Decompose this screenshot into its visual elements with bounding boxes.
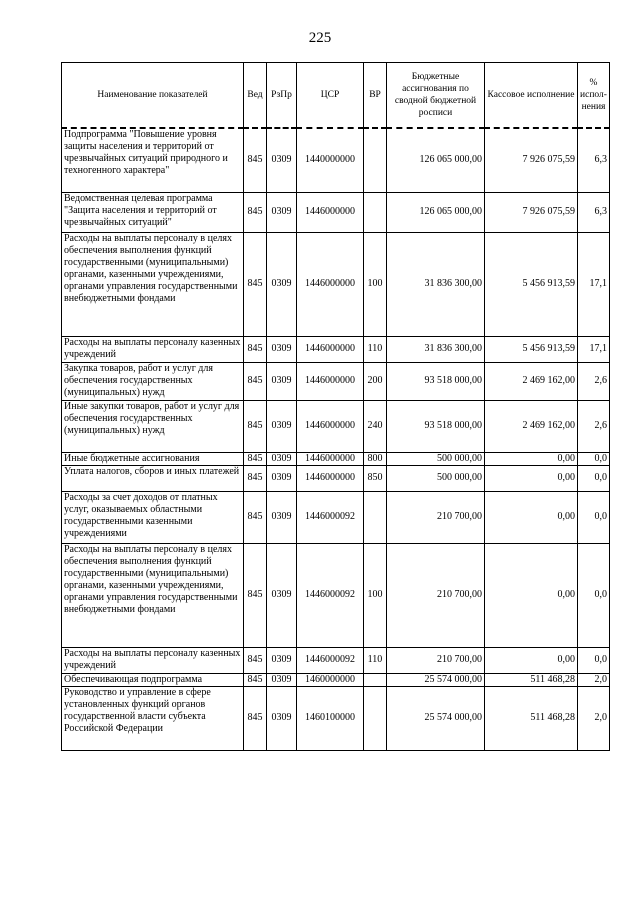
header-percent: % испол-нения — [578, 63, 610, 129]
cell-csr: 1460100000 — [297, 686, 364, 750]
header-ved: Вед — [244, 63, 267, 129]
cell-assignments: 210 700,00 — [387, 491, 485, 543]
cell-name: Расходы на выплаты персоналу в целях обеспечения выполнения функций государственными (муниципальными) органами, казенными учреждениями, органами управления государственными внебюджетными фондами — [62, 232, 244, 336]
cell-ved: 845 — [244, 647, 267, 673]
cell-percent: 17,1 — [578, 232, 610, 336]
cell-name: Обеспечивающая подпрограмма — [62, 673, 244, 686]
cell-rzpr: 0309 — [267, 491, 297, 543]
table-row — [62, 686, 610, 750]
cell-name: Расходы на выплаты персоналу в целях обеспечения выполнения функций государственными (муниципальными) органами, казенными учреждениями, органами управления государственными внебюджетными фондами — [62, 543, 244, 647]
table-row — [62, 232, 610, 336]
table-header-row — [62, 63, 610, 129]
cell-rzpr: 0309 — [267, 400, 297, 452]
cell-ved: 845 — [244, 362, 267, 400]
cell-percent: 17,1 — [578, 336, 610, 362]
cell-cash-execution: 0,00 — [485, 452, 578, 465]
cell-rzpr: 0309 — [267, 362, 297, 400]
page-number: 225 — [308, 30, 332, 46]
cell-csr: 1440000000 — [297, 128, 364, 192]
cell-ved: 845 — [244, 686, 267, 750]
cell-ved: 845 — [244, 491, 267, 543]
cell-assignments: 25 574 000,00 — [387, 686, 485, 750]
cell-cash-execution: 2 469 162,00 — [485, 362, 578, 400]
cell-rzpr: 0309 — [267, 465, 297, 491]
cell-rzpr: 0309 — [267, 336, 297, 362]
cell-percent: 6,3 — [578, 128, 610, 192]
cell-percent: 0,0 — [578, 543, 610, 647]
cell-cash-execution: 511 468,28 — [485, 673, 578, 686]
cell-ved: 845 — [244, 232, 267, 336]
cell-percent: 0,0 — [578, 647, 610, 673]
cell-vr — [364, 673, 387, 686]
table-row — [62, 362, 610, 400]
cell-vr: 240 — [364, 400, 387, 452]
cell-ved: 845 — [244, 673, 267, 686]
cell-name: Ведомственная целевая программа "Защита населения и территорий от чрезвычайных ситуаций" — [62, 192, 244, 232]
cell-cash-execution: 0,00 — [485, 465, 578, 491]
cell-assignments: 31 836 300,00 — [387, 232, 485, 336]
cell-cash-execution: 7 926 075,59 — [485, 192, 578, 232]
cell-vr: 110 — [364, 336, 387, 362]
cell-assignments: 93 518 000,00 — [387, 362, 485, 400]
cell-csr: 1446000000 — [297, 452, 364, 465]
cell-name: Расходы за счет доходов от платных услуг, оказываемых областными государственными казенными учреждениями — [62, 491, 244, 543]
cell-cash-execution: 0,00 — [485, 543, 578, 647]
table-row — [62, 647, 610, 673]
cell-vr: 100 — [364, 232, 387, 336]
cell-csr: 1446000000 — [297, 192, 364, 232]
table-row — [62, 336, 610, 362]
cell-assignments: 210 700,00 — [387, 543, 485, 647]
cell-csr: 1446000000 — [297, 362, 364, 400]
cell-rzpr: 0309 — [267, 128, 297, 192]
cell-name: Иные бюджетные ассигнования — [62, 452, 244, 465]
cell-ved: 845 — [244, 336, 267, 362]
cell-rzpr: 0309 — [267, 673, 297, 686]
cell-name: Расходы на выплаты персоналу казенных учреждений — [62, 336, 244, 362]
cell-ved: 845 — [244, 128, 267, 192]
cell-percent: 0,0 — [578, 452, 610, 465]
cell-percent: 6,3 — [578, 192, 610, 232]
cell-csr: 1446000000 — [297, 400, 364, 452]
header-cash-execution: Кассовое исполнение — [485, 63, 578, 129]
cell-cash-execution: 5 456 913,59 — [485, 232, 578, 336]
header-name: Наименование показателей — [62, 63, 244, 129]
cell-assignments: 210 700,00 — [387, 647, 485, 673]
table-row — [62, 673, 610, 686]
table-row — [62, 465, 610, 491]
cell-vr: 850 — [364, 465, 387, 491]
table-row — [62, 543, 610, 647]
cell-assignments: 25 574 000,00 — [387, 673, 485, 686]
cell-csr: 1446000092 — [297, 491, 364, 543]
cell-ved: 845 — [244, 543, 267, 647]
cell-vr: 800 — [364, 452, 387, 465]
cell-rzpr: 0309 — [267, 647, 297, 673]
cell-ved: 845 — [244, 192, 267, 232]
table-row — [62, 128, 610, 192]
cell-assignments: 126 065 000,00 — [387, 128, 485, 192]
cell-vr — [364, 686, 387, 750]
cell-csr: 1446000092 — [297, 543, 364, 647]
cell-name: Расходы на выплаты персоналу казенных учреждений — [62, 647, 244, 673]
cell-csr: 1446000000 — [297, 336, 364, 362]
cell-vr: 110 — [364, 647, 387, 673]
cell-csr: 1460000000 — [297, 673, 364, 686]
cell-percent: 2,0 — [578, 673, 610, 686]
table-row — [62, 491, 610, 543]
budget-execution-table — [61, 62, 610, 751]
cell-assignments: 500 000,00 — [387, 452, 485, 465]
cell-percent: 2,0 — [578, 686, 610, 750]
cell-assignments: 126 065 000,00 — [387, 192, 485, 232]
table-row — [62, 400, 610, 452]
header-vr: ВР — [364, 63, 387, 129]
cell-cash-execution: 5 456 913,59 — [485, 336, 578, 362]
table-row — [62, 452, 610, 465]
cell-rzpr: 0309 — [267, 543, 297, 647]
table-row — [62, 192, 610, 232]
cell-name: Иные закупки товаров, работ и услуг для обеспечения государственных (муниципальных) нужд — [62, 400, 244, 452]
cell-percent: 0,0 — [578, 465, 610, 491]
cell-vr: 200 — [364, 362, 387, 400]
cell-rzpr: 0309 — [267, 192, 297, 232]
cell-ved: 845 — [244, 465, 267, 491]
header-csr: ЦСР — [297, 63, 364, 129]
cell-rzpr: 0309 — [267, 686, 297, 750]
cell-csr: 1446000000 — [297, 465, 364, 491]
cell-name: Руководство и управление в сфере установленных функций органов государственной власти субъекта Российской Федерации — [62, 686, 244, 750]
cell-name: Уплата налогов, сборов и иных платежей — [62, 465, 244, 491]
cell-rzpr: 0309 — [267, 452, 297, 465]
cell-name: Подпрограмма "Повышение уровня защиты населения и территорий от чрезвычайных ситуаций природного и техногенного характера" — [62, 128, 244, 192]
cell-cash-execution: 0,00 — [485, 647, 578, 673]
cell-assignments: 500 000,00 — [387, 465, 485, 491]
cell-vr — [364, 192, 387, 232]
header-assignments: Бюджетные ассигнования по сводной бюджетной росписи — [387, 63, 485, 129]
cell-cash-execution: 7 926 075,59 — [485, 128, 578, 192]
cell-percent: 2,6 — [578, 362, 610, 400]
header-rzpr: РзПр — [267, 63, 297, 129]
cell-cash-execution: 511 468,28 — [485, 686, 578, 750]
cell-vr: 100 — [364, 543, 387, 647]
cell-name: Закупка товаров, работ и услуг для обеспечения государственных (муниципальных) нужд — [62, 362, 244, 400]
cell-ved: 845 — [244, 452, 267, 465]
cell-cash-execution: 2 469 162,00 — [485, 400, 578, 452]
cell-assignments: 31 836 300,00 — [387, 336, 485, 362]
cell-cash-execution: 0,00 — [485, 491, 578, 543]
cell-csr: 1446000092 — [297, 647, 364, 673]
cell-vr — [364, 491, 387, 543]
cell-percent: 0,0 — [578, 491, 610, 543]
cell-csr: 1446000000 — [297, 232, 364, 336]
cell-ved: 845 — [244, 400, 267, 452]
cell-vr — [364, 128, 387, 192]
cell-percent: 2,6 — [578, 400, 610, 452]
cell-assignments: 93 518 000,00 — [387, 400, 485, 452]
cell-rzpr: 0309 — [267, 232, 297, 336]
